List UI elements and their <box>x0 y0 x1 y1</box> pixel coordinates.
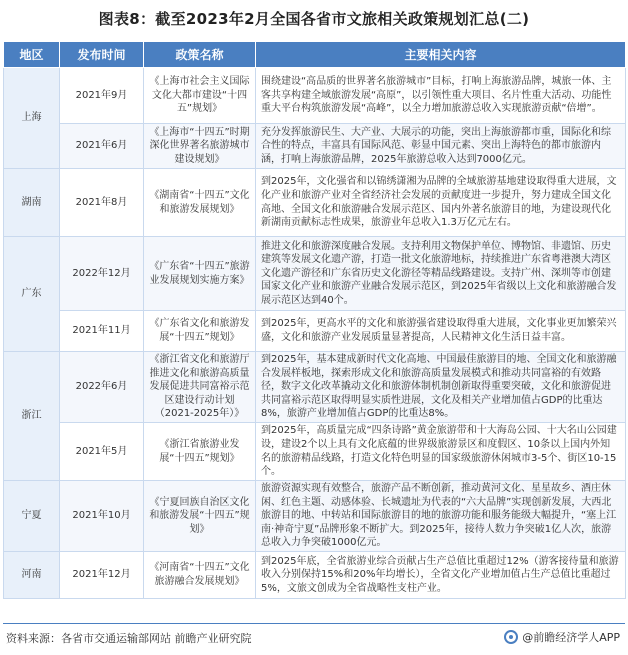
content-cell: 到2025年，更高水平的文化和旅游强省建设取得重大进展，文化事业更加繁荣兴盛，文化和旅游产业发展质量显著提高，人民精神文化生活日益丰富。 <box>256 311 626 352</box>
brand-logo-icon <box>504 630 518 644</box>
policy-name-cell: 《上海市社会主义国际文化大都市建设“十四五”规划》 <box>144 68 256 124</box>
region-cell: 湖南 <box>4 169 60 237</box>
table-row <box>4 124 626 169</box>
content-cell: 到2025年底，全省旅游业综合贡献占生产总值比重超过12%（游客接待量和旅游收入分别保持15%和20%年均增长），全省文化产业增加值占生产总值比重超过5%，文旅文创成为全省战略性支柱产业。 <box>256 551 626 598</box>
table-row <box>4 169 626 237</box>
policy-name-cell: 《广东省“十四五”旅游业发展规划实施方案》 <box>144 237 256 311</box>
date-cell: 2021年9月 <box>60 68 144 124</box>
header-content: 主要相关内容 <box>256 42 626 68</box>
policy-name-cell: 《上海市“十四五”时期深化世界著名旅游城市建设规划》 <box>144 124 256 169</box>
table-header-row <box>4 42 626 68</box>
table-row <box>4 423 626 481</box>
policy-table <box>3 41 626 599</box>
policy-name-cell: 《广东省文化和旅游发展“十四五”规划》 <box>144 311 256 352</box>
footer-divider <box>3 623 625 624</box>
table-row <box>4 237 626 311</box>
table-row <box>4 68 626 124</box>
brand-label: @前瞻经济学人APP <box>522 631 620 644</box>
policy-name-cell: 《宁夏回族自治区文化和旅游发展“十四五”规划》 <box>144 481 256 552</box>
region-cell: 上海 <box>4 68 60 169</box>
date-cell: 2021年12月 <box>60 551 144 598</box>
date-cell: 2021年11月 <box>60 311 144 352</box>
policy-name-cell: 《浙江省文化和旅游厅推进文化和旅游高质量发展促进共同富裕示范区建设行动计划（2021-2025年）》 <box>144 352 256 423</box>
page-title: 图表8：截至2023年2月全国各省市文旅相关政策规划汇总(二) <box>98 10 530 28</box>
header-region: 地区 <box>4 42 60 68</box>
region-cell: 广东 <box>4 237 60 352</box>
date-cell: 2021年6月 <box>60 124 144 169</box>
table-row <box>4 352 626 423</box>
policy-name-cell: 《湖南省“十四五”文化和旅游发展规划》 <box>144 169 256 237</box>
content-cell: 围绕建设“高品质的世界著名旅游城市”目标，打响上海旅游品牌，城旅一体、主客共享构建全域旅游发展“高原”，以引领性重大项目、名片性重大活动、功能性重大平台构筑旅游发展“高峰”，以全力增加旅游总收入实现旅游贡献“倍增”。 <box>256 68 626 124</box>
date-cell: 2021年10月 <box>60 481 144 552</box>
date-cell: 2021年8月 <box>60 169 144 237</box>
content-cell: 到2025年，文化强省和以锦绣潇湘为品牌的全域旅游基地建设取得重大进展，文化产业和旅游产业对全省经济社会发展的贡献度进一步提升，努力建成全国文化高地、全国文化和旅游融合发展示范区、国内外著名旅游目的地，为建设现代化新湖南贡献标志性成果，旅游业年总收入1.3万亿元左右。 <box>256 169 626 237</box>
region-cell: 河南 <box>4 551 60 598</box>
content-cell: 旅游资源实现有效整合，旅游产品不断创新，推动黄河文化、星星故乡、酒庄休闲、红色主题、动感体验、长城遗址为代表的“六大品牌”实现创新发展，大西北旅游目的地、中转站和国际旅游目的地的旅游功能和服务能级大幅提升，“塞上江南·神奇宁夏”品牌形象不断扩大。到2025年，接待人数力争突破1亿人次，旅游总收入力争突破1000亿元。 <box>256 481 626 552</box>
source-note: 资料来源：各省市交通运输部网站 前瞻产业研究院 <box>6 632 252 645</box>
header-date: 发布时间 <box>60 42 144 68</box>
region-cell: 浙江 <box>4 352 60 481</box>
content-cell: 推进文化和旅游深度融合发展。支持利用文物保护单位、博物馆、非遗馆、历史建筑等发展文化遗产游，打造一批文化旅游地标，持续推进广东省粤港澳大湾区文化遗产游径和广东省历史文化游径等精品线路建设。支持广州、深圳等市创建国家文化产业和旅游产业融合发展示范区，到2025年省级以上文化和旅游融合发展示范区达到40个。 <box>256 237 626 311</box>
date-cell: 2022年12月 <box>60 237 144 311</box>
table-row <box>4 311 626 352</box>
policy-name-cell: 《浙江省旅游业发展“十四五”规划》 <box>144 423 256 481</box>
date-cell: 2022年6月 <box>60 352 144 423</box>
content-cell: 到2025年，基本建成新时代文化高地、中国最佳旅游目的地、全国文化和旅游融合发展样板地，探索形成文化和旅游高质量发展模式和推动共同富裕的有效路径，数字文化改革撬动文化和旅游体制机制创新取得重要突破，文化和旅游促进共同富裕示范区取得明显实质性进展，文化及相关产业增加值占GDP的比重达8%，旅游产业增加值占GDP的比重达8%。 <box>256 352 626 423</box>
header-policy-name: 政策名称 <box>144 42 256 68</box>
content-cell: 到2025年，高质量完成“四条诗路”黄金旅游带和十大海岛公园、十大名山公园建设，建设2个以上具有文化底蕴的世界级旅游景区和度假区、10条以上国内外知名的旅游精品线路，打造文化特色明显的国家级旅游休闲城市3-5个、街区10-15个。 <box>256 423 626 481</box>
brand-credit <box>504 629 620 645</box>
region-cell: 宁夏 <box>4 481 60 552</box>
table-row <box>4 481 626 552</box>
policy-name-cell: 《河南省“十四五”文化旅游融合发展规划》 <box>144 551 256 598</box>
date-cell: 2021年5月 <box>60 423 144 481</box>
table-row <box>4 551 626 598</box>
content-cell: 充分发挥旅游民生、大产业、大展示的功能，突出上海旅游都市重，国际化和综合性的特点，丰富具有国际风范、彰显中国元素、突出上海特色的都市旅游内涵，打响上海旅游品牌，2025年旅游总收入达到7000亿元。 <box>256 124 626 169</box>
